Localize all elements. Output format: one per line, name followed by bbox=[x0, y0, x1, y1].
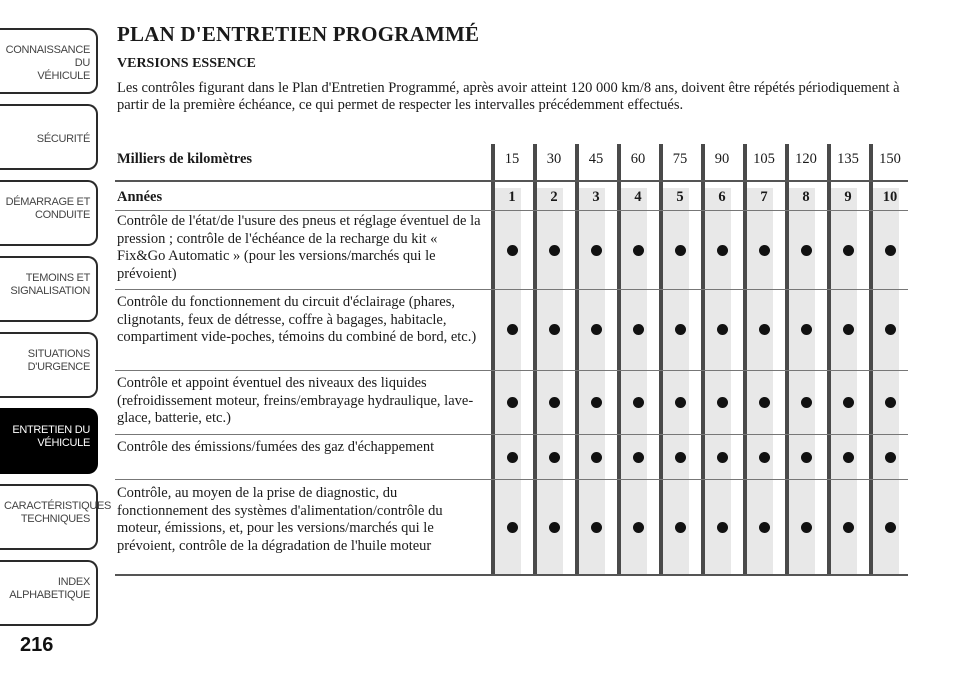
check-dot-icon bbox=[801, 452, 812, 463]
row-divider bbox=[115, 434, 908, 435]
check-dot-icon bbox=[633, 522, 644, 533]
year-value: 1 bbox=[508, 189, 516, 205]
tab-situations-d-urgence[interactable] bbox=[0, 332, 98, 398]
row-divider bbox=[115, 574, 908, 576]
check-dot-icon bbox=[675, 324, 686, 335]
check-dot-icon bbox=[885, 522, 896, 533]
tab-label-line2: D'URGENCE bbox=[27, 361, 90, 373]
check-dot-icon bbox=[801, 397, 812, 408]
row-divider bbox=[115, 210, 908, 211]
tab-securite[interactable] bbox=[0, 104, 98, 170]
tab-label-line1: CARACTÉRISTIQUES bbox=[4, 500, 112, 512]
column-divider bbox=[743, 144, 747, 576]
row-divider bbox=[115, 180, 908, 182]
year-value: 10 bbox=[882, 189, 898, 205]
check-dot-icon bbox=[801, 522, 812, 533]
check-dot-icon bbox=[759, 522, 770, 533]
column-divider bbox=[659, 144, 663, 576]
check-dot-icon bbox=[633, 324, 644, 335]
column-divider bbox=[869, 144, 873, 576]
chapter-sidebar bbox=[0, 0, 112, 640]
tab-label-line1: DÉMARRAGE ET bbox=[5, 196, 90, 208]
year-value: 6 bbox=[718, 189, 726, 205]
check-dot-icon bbox=[885, 397, 896, 408]
check-dot-icon bbox=[759, 397, 770, 408]
km-value: 45 bbox=[588, 151, 604, 167]
check-dot-icon bbox=[801, 245, 812, 256]
check-dot-icon bbox=[801, 324, 812, 335]
check-dot-icon bbox=[633, 397, 644, 408]
check-dot-icon bbox=[591, 452, 602, 463]
check-dot-icon bbox=[843, 522, 854, 533]
tab-label-line2: ALPHABETIQUE bbox=[9, 589, 90, 601]
km-value: 30 bbox=[546, 151, 562, 167]
row-divider bbox=[115, 289, 908, 290]
table-row-label: Contrôle de l'état/de l'usure des pneus et réglage éventuel de la pression ; contrôle de l'échéance de la recharge du kit « Fix&Go Automatic » (pour les versions/marchés qui le prévoient) bbox=[117, 213, 481, 282]
check-dot-icon bbox=[717, 324, 728, 335]
tab-caracteristiques-techniques[interactable] bbox=[0, 484, 112, 550]
tab-label-line2: VÉHICULE bbox=[37, 437, 90, 449]
tab-label-line1: CONNAISSANCE DU bbox=[5, 44, 90, 69]
check-dot-icon bbox=[549, 522, 560, 533]
check-dot-icon bbox=[885, 324, 896, 335]
year-value: 5 bbox=[676, 189, 684, 205]
tab-label-line1: TEMOINS ET bbox=[25, 272, 90, 284]
column-divider bbox=[701, 144, 705, 576]
check-dot-icon bbox=[843, 324, 854, 335]
tab-label-line1: ENTRETIEN DU bbox=[12, 424, 90, 436]
check-dot-icon bbox=[591, 397, 602, 408]
check-dot-icon bbox=[759, 452, 770, 463]
check-dot-icon bbox=[591, 245, 602, 256]
check-dot-icon bbox=[549, 245, 560, 256]
column-divider bbox=[575, 144, 579, 576]
check-dot-icon bbox=[549, 397, 560, 408]
years-header-label: Années bbox=[117, 189, 163, 205]
km-value: 120 bbox=[795, 151, 817, 167]
check-dot-icon bbox=[759, 245, 770, 256]
column-divider bbox=[533, 144, 537, 576]
check-dot-icon bbox=[591, 324, 602, 335]
check-dot-icon bbox=[717, 452, 728, 463]
table-row-label: Contrôle, au moyen de la prise de diagnostic, du fonctionnement des systèmes d'alimentation/contrôle du moteur, émissions, et, pour les versions/marchés qui le prévoient, contrôle de la dégradation de l'huile moteur bbox=[117, 485, 443, 554]
km-value: 60 bbox=[630, 151, 646, 167]
check-dot-icon bbox=[549, 324, 560, 335]
check-dot-icon bbox=[717, 522, 728, 533]
km-value: 75 bbox=[672, 151, 688, 167]
check-dot-icon bbox=[759, 324, 770, 335]
check-dot-icon bbox=[885, 245, 896, 256]
check-dot-icon bbox=[675, 522, 686, 533]
section-subtitle: VERSIONS ESSENCE bbox=[117, 56, 256, 71]
check-dot-icon bbox=[633, 452, 644, 463]
year-value: 9 bbox=[844, 189, 852, 205]
table-row-label: Contrôle et appoint éventuel des niveaux des liquides (refroidissement moteur, freins/embrayage hydraulique, lave-glace, batterie, etc.) bbox=[117, 375, 474, 426]
check-dot-icon bbox=[717, 397, 728, 408]
tab-temoins-et-signalisation[interactable] bbox=[0, 256, 98, 322]
km-value: 90 bbox=[714, 151, 730, 167]
tab-index-alphabetique[interactable] bbox=[0, 560, 98, 626]
page-title: PLAN D'ENTRETIEN PROGRAMMÉ bbox=[117, 22, 480, 46]
tab-label-line1: SITUATIONS bbox=[27, 348, 90, 360]
km-value: 150 bbox=[879, 151, 901, 167]
tab-label-line2: VÉHICULE bbox=[37, 70, 90, 82]
year-value: 2 bbox=[550, 189, 558, 205]
check-dot-icon bbox=[507, 522, 518, 533]
check-dot-icon bbox=[843, 245, 854, 256]
km-value: 135 bbox=[837, 151, 859, 167]
km-value: 15 bbox=[504, 151, 520, 167]
check-dot-icon bbox=[591, 522, 602, 533]
check-dot-icon bbox=[507, 452, 518, 463]
column-divider bbox=[827, 144, 831, 576]
row-divider bbox=[115, 370, 908, 371]
tab-label-line2: TECHNIQUES bbox=[20, 513, 90, 525]
column-divider bbox=[491, 144, 495, 576]
check-dot-icon bbox=[843, 397, 854, 408]
check-dot-icon bbox=[633, 245, 644, 256]
km-header-label: Milliers de kilomètres bbox=[117, 151, 253, 167]
maintenance-table bbox=[115, 144, 908, 576]
tab-label-line2: SÉCURITÉ bbox=[36, 133, 90, 145]
check-dot-icon bbox=[717, 245, 728, 256]
check-dot-icon bbox=[675, 452, 686, 463]
tab-entretien-du-vehicule[interactable] bbox=[0, 408, 98, 474]
table-row-label: Contrôle du fonctionnement du circuit d'éclairage (phares, clignotants, feux de détresse, coffre à bagages, habitacle, compartiment vide-poches, témoins du combiné de bord, etc.) bbox=[117, 294, 477, 345]
intro-paragraph: Les contrôles figurant dans le Plan d'Entretien Programmé, après avoir atteint 120 000 km/8 ans, doivent être répétés périodiquement à partir de la première échéance, ce qui permet de respecter les intervalles précédemment effectués. bbox=[117, 80, 900, 113]
year-value: 3 bbox=[592, 189, 600, 205]
tab-label-line2: SIGNALISATION bbox=[10, 285, 90, 297]
row-divider bbox=[115, 479, 908, 480]
tab-label-line2: CONDUITE bbox=[34, 209, 90, 221]
check-dot-icon bbox=[507, 324, 518, 335]
page-number: 216 bbox=[20, 634, 54, 656]
check-dot-icon bbox=[885, 452, 896, 463]
column-divider bbox=[785, 144, 789, 576]
check-dot-icon bbox=[507, 245, 518, 256]
km-value: 105 bbox=[753, 151, 775, 167]
table-row-label: Contrôle des émissions/fumées des gaz d'échappement bbox=[117, 439, 435, 455]
check-dot-icon bbox=[675, 397, 686, 408]
tab-connaissance-du-vehicule[interactable] bbox=[0, 28, 98, 94]
tab-demarrage-et-conduite[interactable] bbox=[0, 180, 98, 246]
check-dot-icon bbox=[675, 245, 686, 256]
check-dot-icon bbox=[507, 397, 518, 408]
year-value: 7 bbox=[760, 189, 768, 205]
tab-label-line1: INDEX bbox=[57, 576, 90, 588]
column-divider bbox=[617, 144, 621, 576]
year-value: 4 bbox=[634, 189, 642, 205]
check-dot-icon bbox=[549, 452, 560, 463]
year-value: 8 bbox=[802, 189, 810, 205]
check-dot-icon bbox=[843, 452, 854, 463]
